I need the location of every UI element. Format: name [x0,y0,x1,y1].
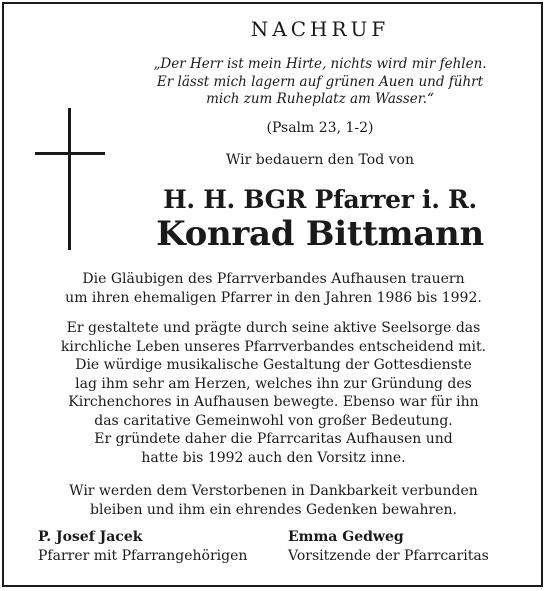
paragraph-mourning [20,270,527,307]
paragraph-line: bleiben und ihm ein ehrendes Gedenken bewahren. [90,501,457,518]
paragraph-remembrance [20,482,527,519]
paragraph-line: Die Gläubigen des Pfarrverbandes Aufhausen trauern [82,271,465,287]
paragraph-line: lag ihm sehr am Herzen, welches ihn zur Gründung des [75,375,472,392]
signature-caritas [288,528,489,566]
paragraph-line: um ihren ehemaligen Pfarrer in den Jahren 1986 bis 1992. [65,289,482,306]
cross-horizontal-bar [35,152,105,155]
cross-vertical-bar [68,108,71,250]
intro-text: Wir bedauern den Tod von [226,152,414,168]
deceased-name: Konrad Bittmann [156,214,484,254]
signature-priest [38,528,247,566]
quote-reference: (Psalm 23, 1-2) [266,120,374,136]
cross-icon [35,108,105,250]
signature-name: P. Josef Jacek [38,529,143,545]
quote-line: „Der Herr ist mein Hirte, nichts wird mir fehlen. [153,56,487,72]
psalm-quote [120,56,520,109]
paragraph-line: das caritative Gemeinwohl von großer Bedeutung. [94,412,453,429]
quote-line: mich zum Ruheplatz am Wasser.“ [206,91,434,107]
quote-line: Er lässt mich lagern auf grünen Auen und führt [156,73,484,90]
paragraph-line: Kirchenchores in Aufhausen bewegte. Ebenso war für ihn [68,394,479,410]
notice-heading: NACHRUF [250,17,390,41]
signature-role: Pfarrer mit Pfarrangehörigen [38,548,248,564]
signature-name: Emma Gedweg [288,529,404,545]
deceased-title: H. H. BGR Pfarrer i. R. [163,185,477,214]
paragraph-tribute [20,319,527,467]
paragraph-line: Die würdige musikalische Gestaltung der Gottesdienste [75,357,472,373]
paragraph-line: kirchliche Leben unseres Pfarrverbandes entscheidend mit. [60,338,487,355]
paragraph-line: Wir werden dem Verstorbenen in Dankbarkeit verbunden [69,483,478,499]
paragraph-line: Er gründete daher die Pfarrcaritas Aufhausen und [94,431,453,447]
paragraph-line: hatte bis 1992 auch den Vorsitz inne. [141,449,406,466]
paragraph-line: Er gestaltete und prägte durch seine aktive Seelsorge das [66,320,481,336]
signature-role: Vorsitzende der Pfarrcaritas [288,548,489,564]
